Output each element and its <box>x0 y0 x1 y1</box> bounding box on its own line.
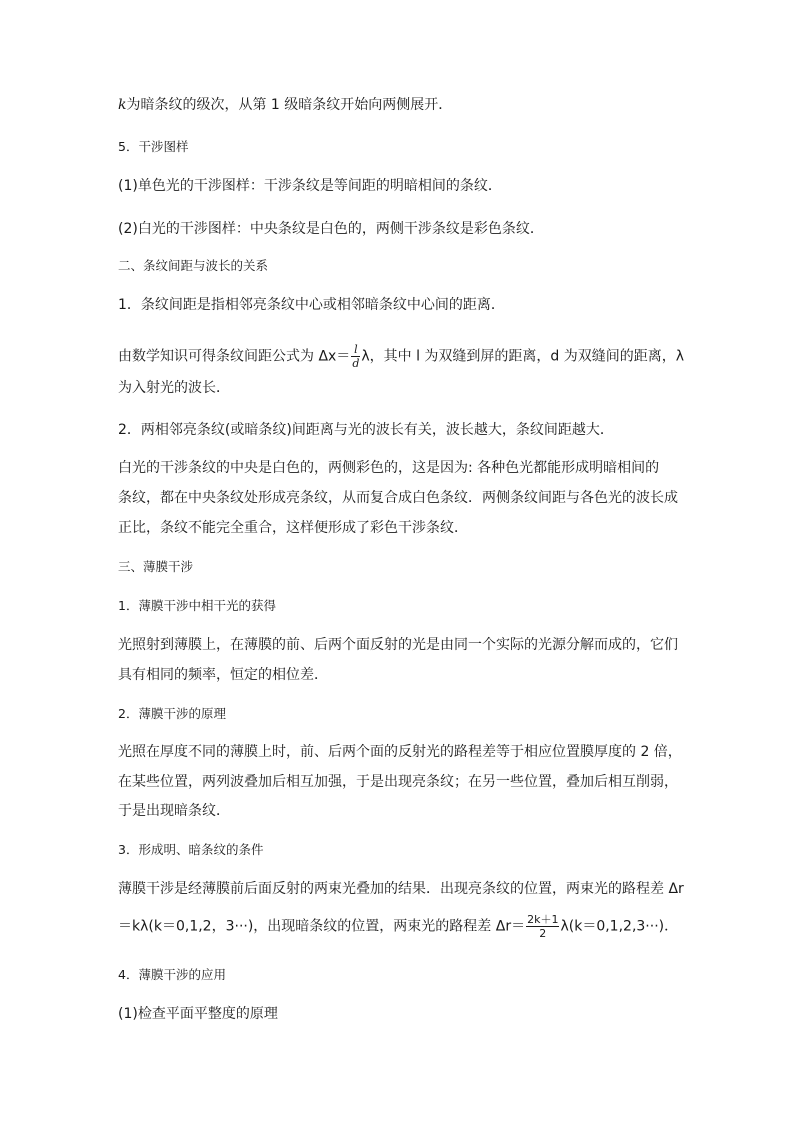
fraction-2k-plus-1-over-2: $\frac{2k+1}{2}$ <box>527 913 559 940</box>
section-heading: 二、条纹间距与波长的关系 <box>118 258 269 273</box>
section-heading: 5．干涉图样 <box>118 139 189 154</box>
text-line: 1．条纹间距是指相邻亮条纹中心或相邻暗条纹中心间的距离． <box>118 297 505 313</box>
text-line: 光照在厚度不同的薄膜上时，前、后两个面的反射光的路程差等于相应位置膜厚度的 2 倍， <box>118 744 682 760</box>
formula-line: 由数学知识可得条纹间距公式为 Δx＝ $\frac{l}{d}$ λ，其中 l 为双缝到屏的距离，d 为双缝间的距离，λ <box>118 343 685 370</box>
text-line: 在某些位置，两列波叠加后相互加强，于是出现亮条纹；在另一些位置，叠加后相互削弱， <box>118 774 678 790</box>
text-line: 于是出现暗条纹． <box>118 803 230 819</box>
section-heading: 三、薄膜干涉 <box>118 559 194 574</box>
text-line: 正比，条纹不能完全重合，这样便形成了彩色干涉条纹． <box>118 520 468 536</box>
subsection-heading: 2．薄膜干涉的原理 <box>118 706 226 721</box>
subsection-heading: 4．薄膜干涉的应用 <box>118 967 226 982</box>
text-line: k为暗条纹的级次，从第 1 级暗条纹开始向两侧展开． <box>118 97 453 113</box>
text-line: 2．两相邻亮条纹(或暗条纹)间距离与光的波长有关，波长越大，条纹间距越大． <box>118 422 614 438</box>
text-line: 为入射光的波长． <box>118 380 230 396</box>
text-line: (1)检查平面平整度的原理 <box>118 1006 278 1022</box>
formula-line: ＝kλ(k＝0,1,2，3···)，出现暗条纹的位置，两束光的路程差 Δr＝ $\frac{2k+1}{2}$ λ(k＝0,1,2,3···)． <box>118 913 679 940</box>
text-line: (1)单色光的干涉图样：干涉条纹是等间距的明暗相间的条纹． <box>118 178 502 194</box>
text-line: 条纹，都在中央条纹处形成亮条纹，从而复合成白色条纹．两侧条纹间距与各色光的波长成 <box>118 490 678 506</box>
text-line: (2)白光的干涉图样：中央条纹是白色的，两侧干涉条纹是彩色条纹． <box>118 221 544 237</box>
subsection-heading: 3．形成明、暗条纹的条件 <box>118 842 264 857</box>
text-line: 薄膜干涉是经薄膜前后面反射的两束光叠加的结果．出现亮条纹的位置，两束光的路程差 Δr <box>118 881 684 897</box>
fraction-l-over-d: $\frac{l}{d}$ <box>352 343 360 370</box>
text-line: 光照射到薄膜上，在薄膜的前、后两个面反射的光是由同一个实际的光源分解而成的，它们 <box>118 637 678 653</box>
variable-k: k <box>118 97 127 113</box>
subsection-heading: 1．薄膜干涉中相干光的获得 <box>118 598 276 613</box>
text-line: 具有相同的频率，恒定的相位差． <box>118 667 328 683</box>
text-line: 白光的干涉条纹的中央是白色的，两侧彩色的，这是因为: 各种色光都能形成明暗相间的 <box>118 460 660 476</box>
